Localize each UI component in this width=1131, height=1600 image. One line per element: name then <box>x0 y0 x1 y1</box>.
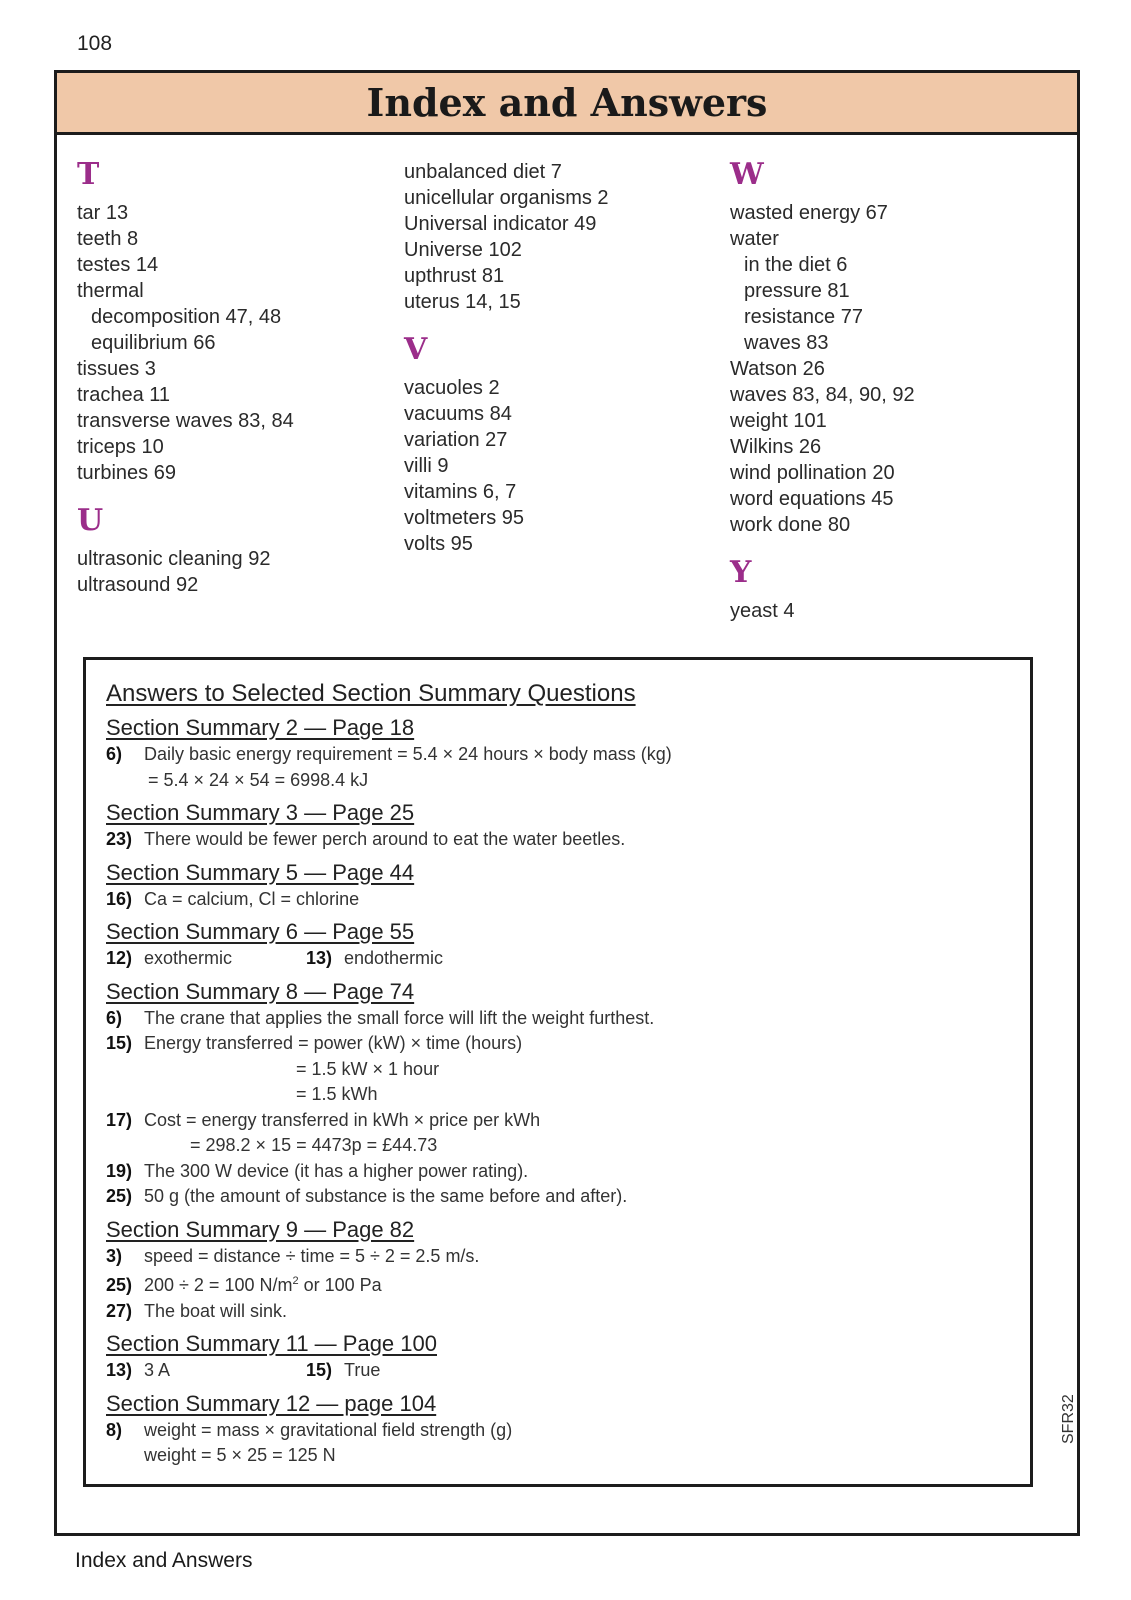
index-letter-v: V <box>404 332 428 367</box>
index-entry: water <box>730 228 779 250</box>
index-subentry: pressure 81 <box>744 280 850 302</box>
index-subentry: equilibrium 66 <box>91 332 216 354</box>
page-number: 108 <box>77 32 113 55</box>
index-entry: ultrasound 92 <box>77 574 199 596</box>
question-number: 25) <box>106 1186 133 1206</box>
answer-text: = 298.2 × 15 = 4473p = £44.73 <box>190 1135 438 1155</box>
answer-line <box>106 1244 1010 1270</box>
product-code: SFR32 <box>1060 1394 1077 1444</box>
page-frame <box>54 70 1080 1536</box>
section-heading: Section Summary 5 — Page 44 <box>106 859 415 885</box>
index-subentry: decomposition 47, 48 <box>91 306 282 328</box>
index-entry: tar 13 <box>77 202 129 224</box>
index-entry: turbines 69 <box>77 462 176 484</box>
answer-text: Cost = energy transferred in kWh × price per kWh <box>144 1109 541 1130</box>
answer-line <box>106 1269 1010 1299</box>
summary-section-6 <box>106 918 1010 972</box>
answer-line <box>106 1299 1010 1325</box>
index-entry: Watson 26 <box>730 358 825 380</box>
answers-box <box>83 657 1033 1487</box>
answer-line <box>106 1057 1010 1083</box>
answer-text: weight = 5 × 25 = 125 N <box>144 1445 336 1465</box>
answer-text: or 100 Pa <box>298 1275 382 1295</box>
index-entry: Wilkins 26 <box>730 436 822 458</box>
answer-text: 3 A <box>144 1360 171 1380</box>
answers-title: Answers to Selected Section Summary Questions <box>106 680 636 707</box>
index-entry: word equations 45 <box>730 488 894 510</box>
answer-line <box>106 768 1010 794</box>
answer-text: The crane that applies the small force will lift the weight furthest. <box>144 1007 655 1028</box>
answer-line <box>106 1006 1010 1032</box>
section-heading: Section Summary 11 — Page 100 <box>106 1331 437 1356</box>
index-entry: vacuums 84 <box>404 403 512 425</box>
index-entry: transverse waves 83, 84 <box>77 410 294 432</box>
index-letter-t: T <box>77 157 100 192</box>
index-entry: yeast 4 <box>730 600 795 622</box>
summary-section-11 <box>106 1330 1010 1384</box>
answer-line <box>106 742 1010 768</box>
index-entry: testes 14 <box>77 254 159 276</box>
index-list-u-continued <box>404 159 724 315</box>
index-entry: unbalanced diet 7 <box>404 161 562 183</box>
question-number: 12) <box>106 948 133 968</box>
question-number: 8) <box>106 1419 123 1440</box>
index-entry: volts 95 <box>404 533 473 555</box>
answer-text: weight = mass × gravitational field strength (g) <box>144 1419 513 1440</box>
index-subentry: resistance 77 <box>744 306 863 328</box>
section-heading: Section Summary 8 — Page 74 <box>106 978 415 1004</box>
answer-line <box>106 1443 1010 1469</box>
question-number: 19) <box>106 1160 133 1181</box>
question-number: 17) <box>106 1109 133 1130</box>
index-entry: teeth 8 <box>77 228 139 250</box>
answer-text: Ca = calcium, Cl = chlorine <box>144 888 360 909</box>
summary-section-5 <box>106 859 1010 913</box>
index-entry: uterus 14, 15 <box>404 291 521 313</box>
question-number: 6) <box>106 1007 123 1028</box>
index-entry: triceps 10 <box>77 436 164 458</box>
section-heading: Section Summary 6 — Page 55 <box>106 919 415 944</box>
answer-text: The boat will sink. <box>144 1300 288 1321</box>
answer-text: True <box>344 1360 381 1380</box>
answer-line <box>106 1184 1010 1210</box>
index-entry: weight 101 <box>730 410 827 432</box>
index-subentry: waves 83 <box>744 332 829 354</box>
question-number: 6) <box>106 744 123 764</box>
answer-line <box>106 827 1010 853</box>
index-entry: work done 80 <box>730 514 851 536</box>
answer-text: = 1.5 kWh <box>296 1084 378 1104</box>
index-entry: unicellular organisms 2 <box>404 187 609 209</box>
answer-text: endothermic <box>344 948 444 968</box>
section-heading: Section Summary 9 — Page 82 <box>106 1216 415 1242</box>
index-letter-u: U <box>77 503 104 538</box>
answer-text: speed = distance ÷ time = 5 ÷ 2 = 2.5 m/s. <box>144 1245 480 1266</box>
index-entry: Universe 102 <box>404 239 522 261</box>
question-number: 15) <box>306 1360 333 1380</box>
answer-line <box>106 887 1010 913</box>
index-entry: vacuoles 2 <box>404 377 500 399</box>
answer-text: 200 ÷ 2 = 100 N/m <box>144 1275 293 1295</box>
answer-text: = 1.5 kW × 1 hour <box>296 1058 440 1079</box>
answer-text: The 300 W device (it has a higher power rating). <box>144 1160 529 1181</box>
index-entry: voltmeters 95 <box>404 507 525 529</box>
question-number: 15) <box>106 1033 133 1053</box>
answer-line <box>106 1082 1010 1108</box>
summary-section-2 <box>106 714 1010 793</box>
answer-line <box>106 1418 1010 1444</box>
answer-line <box>106 1031 1010 1057</box>
index-list-t <box>77 200 397 486</box>
index-entry: wasted energy 67 <box>730 202 888 224</box>
index-column-3 <box>730 158 1050 624</box>
index-column-2 <box>404 159 724 557</box>
summary-section-8 <box>106 978 1010 1210</box>
index-entry: ultrasonic cleaning 92 <box>77 548 271 570</box>
question-number: 23) <box>106 829 133 849</box>
page-title: Index and Answers <box>366 80 768 125</box>
index-entry: waves 83, 84, 90, 92 <box>730 384 915 406</box>
answer-text: Energy transferred = power (kW) × time (hours) <box>144 1033 523 1053</box>
index-letter-y: Y <box>730 555 752 590</box>
section-heading: Section Summary 12 — page 104 <box>106 1390 437 1416</box>
index-letter-w: W <box>730 157 764 192</box>
question-number: 3) <box>106 1245 123 1266</box>
index-entry: villi 9 <box>404 455 449 477</box>
index-entry: wind pollination 20 <box>730 462 895 484</box>
summary-section-12 <box>106 1390 1010 1469</box>
question-number: 25) <box>106 1275 133 1295</box>
index-list-w <box>730 200 1050 538</box>
index-entry: tissues 3 <box>77 358 156 380</box>
question-number: 13) <box>106 1360 133 1380</box>
section-heading: Section Summary 2 — Page 18 <box>106 715 415 740</box>
index-list-u <box>77 546 397 598</box>
index-entry: thermal <box>77 280 144 302</box>
index-column-1 <box>77 158 397 598</box>
answer-text: = 5.4 × 24 × 54 = 6998.4 kJ <box>148 769 369 790</box>
index-subentry: in the diet 6 <box>744 254 848 276</box>
answer-text: 50 g (the amount of substance is the same before and after). <box>144 1186 628 1206</box>
index-list-y <box>730 598 1050 624</box>
answer-text: Daily basic energy requirement = 5.4 × 24 hours × body mass (kg) <box>144 744 672 764</box>
title-band <box>57 73 1077 135</box>
index-entry: upthrust 81 <box>404 265 505 287</box>
answer-line <box>106 1108 1010 1134</box>
answer-line <box>106 946 1010 972</box>
index-entry: trachea 11 <box>77 384 171 406</box>
answer-line <box>106 1133 1010 1159</box>
summary-section-3 <box>106 799 1010 853</box>
answer-text: exothermic <box>144 948 233 968</box>
index-entry: variation 27 <box>404 429 508 451</box>
answer-line <box>106 1358 1010 1384</box>
index-list-v <box>404 375 724 557</box>
question-number: 27) <box>106 1300 133 1321</box>
superscript: 2 <box>292 1275 299 1287</box>
index-entry: Universal indicator 49 <box>404 213 597 235</box>
summary-section-9 <box>106 1216 1010 1325</box>
section-heading: Section Summary 3 — Page 25 <box>106 800 415 825</box>
index-entry: vitamins 6, 7 <box>404 481 517 503</box>
question-number: 16) <box>106 888 133 909</box>
answer-text: There would be fewer perch around to eat the water beetles. <box>144 829 626 849</box>
question-number: 13) <box>306 948 333 968</box>
page-footer: Index and Answers <box>75 1549 253 1572</box>
answer-line <box>106 1159 1010 1185</box>
